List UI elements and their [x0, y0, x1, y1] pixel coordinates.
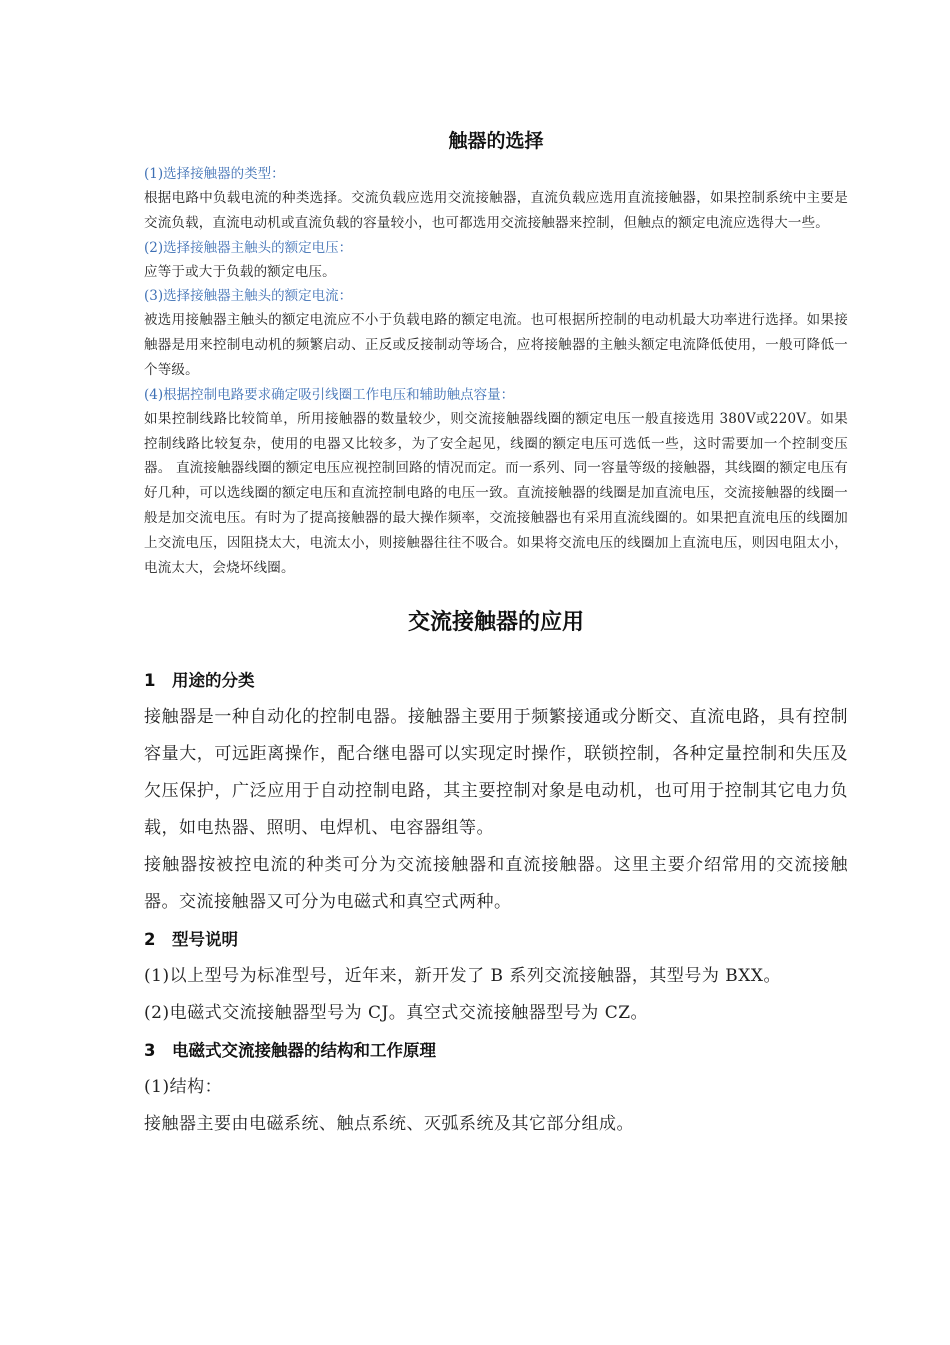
- subsection-heading-text: 用途的分类: [172, 671, 255, 691]
- subsection-heading-text: 电磁式交流接触器的结构和工作原理: [172, 1041, 436, 1061]
- subsection-number: 3: [144, 1041, 156, 1061]
- subsection-number: 1: [144, 671, 156, 691]
- subsection-heading-model: [144, 921, 848, 958]
- selection-paragraph-type: 根据电路中负载电流的种类选择。交流负载应选用交流接触器，直流负载应选用直流接触器，如果控制系统中主要是交流负载，直流电动机或直流负载的容量较小，也可都选用交流接触器来控制，但触点的额定电流应选得大一些。: [144, 190, 848, 231]
- selection-heading-type: (1)选择接触器的类型：: [144, 166, 285, 182]
- structure-paragraph-1: (1)结构：: [144, 1077, 223, 1098]
- model-paragraph-1: (1)以上型号为标准型号，近年来，新开发了 B 系列交流接触器，其型号为 BXX。: [144, 966, 781, 987]
- selection-heading-rated-voltage: (2)选择接触器主触头的额定电压：: [144, 239, 353, 256]
- section-title-ac-contactor-application: 交流接触器的应用: [407, 610, 584, 636]
- selection-paragraph-coil-voltage: 如果控制线路比较简单，所用接触器的数量较少，则交流接触器线圈的额定电压一般直接选用 380V或220V。如果控制线路比较复杂，使用的电器又比较多，为了安全起见，线圈的额定电压可选低一些，这时需要加一个控制变压器。 直流接触器线圈的额定电压应视控制回路的情况而定。而一系列、同一容量等级的接触器，其线圈的额定电压有好几种，可以选线圈的额定电压和直流控制电路的电压一致。直流接触器的线圈是加直流电压，交流接触器的线圈一般是加交流电压。有时为了提高接触器的最大操作频率，交流接触器也有采用直流线圈的。如果把直流电压的线圈加上交流电压，因阻挠太大，电流太小，则接触器往往不吸合。如果将交流电压的线圈加上直流电压，则因电阻太小，电流太大，会烧坏线圈。: [144, 410, 848, 576]
- selection-paragraph-rated-current: 被选用接触器主触头的额定电流应不小于负载电路的额定电流。也可根据所控制的电动机最大功率进行选择。如果接触器是用来控制电动机的频繁启动、正反或反接制动等场合，应将接触器的主触头额定电流降低使用，一般可降低一个等级。: [144, 312, 848, 378]
- subsection-heading-structure: [144, 1032, 848, 1069]
- selection-heading-coil-voltage: (4)根据控制电路要求确定吸引线圈工作电压和辅助触点容量：: [144, 386, 515, 403]
- structure-paragraph-2: 接触器主要由电磁系统、触点系统、灭弧系统及其它部分组成。: [144, 1114, 634, 1135]
- selection-heading-rated-current: (3)选择接触器主触头的额定电流：: [144, 288, 353, 305]
- purpose-paragraph-2: 接触器按被控电流的种类可分为交流接触器和直流接触器。这里主要介绍常用的交流接触器。交流接触器又可分为电磁式和真空式两种。: [144, 855, 848, 913]
- model-paragraph-2: (2)电磁式交流接触器型号为 CJ。真空式交流接触器型号为 CZ。: [144, 1003, 649, 1024]
- page-content: [144, 126, 848, 1143]
- subsection-heading-purpose: [144, 662, 848, 699]
- selection-paragraph-rated-voltage: 应等于或大于负载的额定电压。: [144, 263, 336, 280]
- subsection-number: 2: [144, 930, 156, 950]
- subsection-heading-text: 型号说明: [172, 930, 238, 950]
- purpose-paragraph-1: 接触器是一种自动化的控制电器。接触器主要用于频繁接通或分断交、直流电路，具有控制容量大，可远距离操作，配合继电器可以实现定时操作，联锁控制，各种定量控制和失压及欠压保护，广泛应用于自动控制电路，其主要控制对象是电动机，也可用于控制其它电力负载，如电热器、照明、电焊机、电容器组等。: [144, 707, 848, 839]
- section-title-contactor-selection: 触器的选择: [448, 130, 544, 152]
